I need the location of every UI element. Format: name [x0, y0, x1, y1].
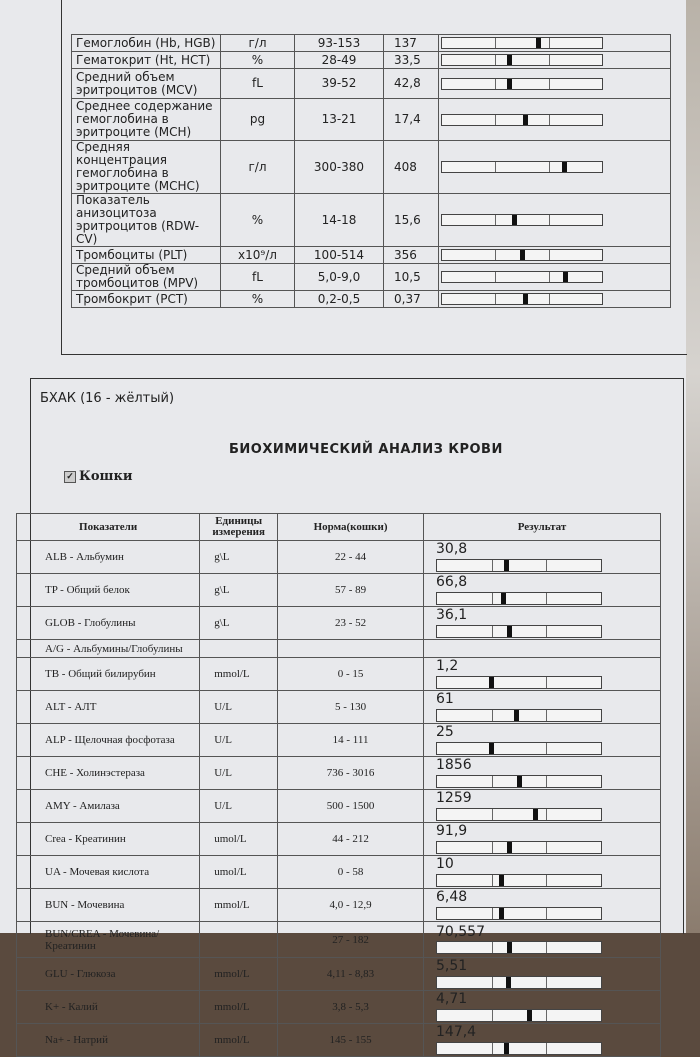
- biochem-result-scale: [436, 709, 602, 722]
- scale-tick: [546, 908, 547, 919]
- biochem-norm: 57 - 89: [278, 574, 424, 607]
- checkbox-checked-icon: ✓: [64, 471, 76, 483]
- biochem-result: 1856: [436, 757, 472, 773]
- biochem-result-cell: [424, 541, 661, 574]
- biochem-param: GLU - Глюкоза: [17, 958, 200, 991]
- scale-tick: [546, 1010, 547, 1021]
- cbc-table: [71, 34, 671, 308]
- scale-tick: [549, 272, 550, 282]
- biochem-param: K+ - Калий: [17, 991, 200, 1024]
- biochem-result: 61: [436, 691, 454, 707]
- biochem-result: 6,48: [436, 889, 468, 905]
- cbc-unit: %: [221, 194, 295, 247]
- biochem-result: 1259: [436, 790, 472, 806]
- cbc-unit: fL: [221, 69, 295, 99]
- biochem-norm: 3,8 - 5,3: [278, 991, 424, 1024]
- cbc-norm: 14-18: [295, 194, 384, 247]
- biochem-result: 66,8: [436, 574, 468, 590]
- biochem-row: [17, 658, 661, 691]
- biochem-result-scale: [436, 808, 602, 821]
- biochem-norm: [278, 640, 424, 658]
- scale-marker: [507, 55, 512, 65]
- scale-marker: [499, 908, 504, 919]
- cbc-result: 42,8: [384, 69, 439, 99]
- biochem-param: A/G - Альбумины/Глобулины: [17, 640, 200, 658]
- cbc-result: 33,5: [384, 52, 439, 69]
- scale-tick: [549, 38, 550, 48]
- scale-tick: [546, 593, 547, 604]
- scale-marker: [489, 677, 494, 688]
- cbc-norm: 100-514: [295, 247, 384, 264]
- biochem-row: [17, 889, 661, 922]
- cbc-row: [72, 141, 671, 194]
- biochem-result-cell: [424, 607, 661, 640]
- biochem-result-cell: [424, 724, 661, 757]
- cbc-param: Средний объем тромбоцитов (MPV): [72, 264, 221, 291]
- biochem-param: ALB - Альбумин: [17, 541, 200, 574]
- scale-tick: [546, 626, 547, 637]
- cbc-result-scale: [441, 214, 603, 226]
- biochem-result-scale: [436, 841, 602, 854]
- header-unit: Единицы измерения: [200, 514, 278, 541]
- biochem-result-scale: [436, 1042, 602, 1055]
- scale-tick: [549, 250, 550, 260]
- scale-marker: [507, 79, 512, 89]
- biochem-unit: mmol/L: [200, 991, 278, 1024]
- scale-marker: [501, 593, 506, 604]
- biochem-unit: umol/L: [200, 823, 278, 856]
- biochem-param: GLOB - Глобулины: [17, 607, 200, 640]
- scale-marker: [520, 250, 525, 260]
- header-param: Показатели: [17, 514, 200, 541]
- scale-tick: [549, 162, 550, 172]
- cbc-scale-cell: [439, 69, 671, 99]
- biochem-result-scale: [436, 976, 602, 989]
- cbc-param: Среднее содержание гемоглобина в эритроците (MCH): [72, 99, 221, 141]
- scale-tick: [492, 908, 493, 919]
- scale-tick: [492, 710, 493, 721]
- biochem-norm: 27 - 182: [278, 922, 424, 958]
- scale-tick: [495, 38, 496, 48]
- scale-marker: [512, 215, 517, 225]
- scale-tick: [546, 875, 547, 886]
- biochem-unit: [200, 640, 278, 658]
- cbc-row: [72, 264, 671, 291]
- scale-tick: [549, 79, 550, 89]
- biochem-row: [17, 640, 661, 658]
- biochem-result: 4,71: [436, 991, 468, 1007]
- biochem-result-cell: [424, 790, 661, 823]
- cbc-row: [72, 194, 671, 247]
- biochem-result-cell: [424, 757, 661, 790]
- biochem-norm: 0 - 15: [278, 658, 424, 691]
- biochem-param: AMY - Амилаза: [17, 790, 200, 823]
- biochem-param: TB - Общий билирубин: [17, 658, 200, 691]
- biochem-unit: umol/L: [200, 856, 278, 889]
- biochem-result: 30,8: [436, 541, 468, 557]
- cbc-param: Гематокрит (Ht, HCT): [72, 52, 221, 69]
- biochem-row: [17, 856, 661, 889]
- scale-marker: [489, 743, 494, 754]
- biochem-result-cell: [424, 574, 661, 607]
- scale-tick: [495, 79, 496, 89]
- biochem-unit: U/L: [200, 757, 278, 790]
- biochem-result-cell: [424, 1024, 661, 1057]
- cbc-unit: pg: [221, 99, 295, 141]
- biochem-param: UA - Мочевая кислота: [17, 856, 200, 889]
- cbc-norm: 300-380: [295, 141, 384, 194]
- scale-marker: [504, 560, 509, 571]
- biochem-row: [17, 541, 661, 574]
- biochem-result-cell: [424, 691, 661, 724]
- cbc-norm: 28-49: [295, 52, 384, 69]
- biochem-norm: 4,11 - 8,83: [278, 958, 424, 991]
- biochem-result-scale: [436, 625, 602, 638]
- biochem-row: [17, 790, 661, 823]
- scale-tick: [546, 842, 547, 853]
- cbc-result-scale: [441, 249, 603, 261]
- biochem-unit: mmol/L: [200, 1024, 278, 1057]
- biochem-unit: g\L: [200, 574, 278, 607]
- biochem-unit: U/L: [200, 790, 278, 823]
- scale-tick: [492, 593, 493, 604]
- cbc-unit: fL: [221, 264, 295, 291]
- scale-marker: [536, 38, 541, 48]
- header-result: Результат: [424, 514, 661, 541]
- biochem-norm: 145 - 155: [278, 1024, 424, 1057]
- biochem-row: [17, 724, 661, 757]
- scale-marker: [514, 710, 519, 721]
- biochem-param: CHE - Холинэстераза: [17, 757, 200, 790]
- scale-marker: [504, 1043, 509, 1054]
- cbc-row: [72, 99, 671, 141]
- biochem-result: 5,51: [436, 958, 468, 974]
- scale-tick: [492, 560, 493, 571]
- cbc-scale-cell: [439, 194, 671, 247]
- cbc-result: 137: [384, 35, 439, 52]
- cbc-param: Средний объем эритроцитов (MCV): [72, 69, 221, 99]
- biochem-norm: 736 - 3016: [278, 757, 424, 790]
- biochem-result-scale: [436, 742, 602, 755]
- scale-marker: [507, 942, 512, 953]
- scale-tick: [492, 626, 493, 637]
- scale-marker: [517, 776, 522, 787]
- cbc-result-scale: [441, 161, 603, 173]
- scale-marker: [523, 294, 528, 304]
- scale-tick: [495, 115, 496, 125]
- biochem-row: [17, 691, 661, 724]
- scale-marker: [563, 272, 568, 282]
- biochem-row: [17, 757, 661, 790]
- scale-tick: [495, 294, 496, 304]
- biochem-unit: g\L: [200, 541, 278, 574]
- scale-tick: [546, 560, 547, 571]
- scale-tick: [549, 55, 550, 65]
- biochem-row: [17, 922, 661, 958]
- scale-tick: [495, 55, 496, 65]
- biochem-row: [17, 823, 661, 856]
- species-label: [64, 469, 133, 484]
- cbc-result: 15,6: [384, 194, 439, 247]
- biochem-norm: 22 - 44: [278, 541, 424, 574]
- cbc-scale-cell: [439, 141, 671, 194]
- scale-tick: [495, 250, 496, 260]
- cbc-unit: г/л: [221, 35, 295, 52]
- biochem-result: 36,1: [436, 607, 468, 623]
- cbc-unit: %: [221, 52, 295, 69]
- scale-tick: [546, 677, 547, 688]
- scale-tick: [549, 215, 550, 225]
- scale-tick: [492, 1043, 493, 1054]
- cbc-result: 17,4: [384, 99, 439, 141]
- cbc-row: [72, 35, 671, 52]
- scale-tick: [546, 710, 547, 721]
- scale-tick: [495, 272, 496, 282]
- biochem-param: Na+ - Натрий: [17, 1024, 200, 1057]
- scale-tick: [546, 977, 547, 988]
- biochem-result-scale: [436, 592, 602, 605]
- background-edge: [686, 0, 700, 933]
- biochem-param: TP - Общий белок: [17, 574, 200, 607]
- scale-marker: [523, 115, 528, 125]
- biochem-result-scale: [436, 941, 602, 954]
- cbc-param: Тромбокрит (PCT): [72, 291, 221, 308]
- biochem-norm: 500 - 1500: [278, 790, 424, 823]
- cbc-unit: %: [221, 291, 295, 308]
- cbc-scale-cell: [439, 99, 671, 141]
- biochem-row: [17, 958, 661, 991]
- scale-tick: [492, 875, 493, 886]
- biochem-result: 70,557: [436, 923, 485, 940]
- biochem-row: [17, 607, 661, 640]
- scale-tick: [546, 776, 547, 787]
- biochem-result-scale: [436, 559, 602, 572]
- scale-tick: [492, 809, 493, 820]
- scale-tick: [546, 942, 547, 953]
- biochem-result: 147,4: [436, 1024, 477, 1040]
- scale-tick: [546, 1043, 547, 1054]
- header-norm: Норма(кошки): [278, 514, 424, 541]
- biochem-result: 1,2: [436, 658, 459, 674]
- scale-tick: [492, 1010, 493, 1021]
- biochem-result: 91,9: [436, 823, 468, 839]
- scale-marker: [499, 875, 504, 886]
- biochem-result-cell: [424, 922, 661, 958]
- biochem-result-cell: [424, 958, 661, 991]
- cbc-result-scale: [441, 37, 603, 49]
- biochem-unit: g\L: [200, 607, 278, 640]
- cbc-row: [72, 52, 671, 69]
- scale-marker: [527, 1010, 532, 1021]
- cbc-scale-cell: [439, 291, 671, 308]
- scale-tick: [495, 162, 496, 172]
- biochem-result-cell: [424, 991, 661, 1024]
- biochem-subtitle: БХАК (16 - жёлтый): [40, 391, 175, 406]
- cbc-scale-cell: [439, 35, 671, 52]
- scale-tick: [546, 743, 547, 754]
- biochem-norm: 14 - 111: [278, 724, 424, 757]
- biochem-result-scale: [436, 907, 602, 920]
- scale-tick: [549, 115, 550, 125]
- species-text: Кошки: [79, 469, 133, 484]
- scale-marker: [507, 842, 512, 853]
- biochem-param: ALT - АЛТ: [17, 691, 200, 724]
- cbc-result: 408: [384, 141, 439, 194]
- scale-marker: [507, 626, 512, 637]
- biochem-row: [17, 1024, 661, 1057]
- biochem-result-cell: [424, 823, 661, 856]
- biochem-param: BUN/CREA - Мочевина/ Креатинин: [17, 922, 200, 958]
- cbc-norm: 5,0-9,0: [295, 264, 384, 291]
- cbc-norm: 0,2-0,5: [295, 291, 384, 308]
- cbc-result-scale: [441, 114, 603, 126]
- biochem-unit: mmol/L: [200, 958, 278, 991]
- biochem-result-cell: [424, 640, 661, 658]
- biochem-norm: 0 - 58: [278, 856, 424, 889]
- cbc-param: Средняя концентрация гемоглобина в эритроците (MCHC): [72, 141, 221, 194]
- cbc-scale-cell: [439, 247, 671, 264]
- biochem-result-scale: [436, 874, 602, 887]
- cbc-result: 356: [384, 247, 439, 264]
- cbc-unit: x10⁹/л: [221, 247, 295, 264]
- cbc-result: 0,37: [384, 291, 439, 308]
- cbc-scale-cell: [439, 52, 671, 69]
- scale-tick: [492, 942, 493, 953]
- cbc-norm: 93-153: [295, 35, 384, 52]
- biochem-table: [16, 513, 661, 1057]
- biochem-unit: U/L: [200, 691, 278, 724]
- cbc-row: [72, 291, 671, 308]
- biochem-header-row: [17, 514, 661, 541]
- cbc-norm: 13-21: [295, 99, 384, 141]
- biochem-result-cell: [424, 658, 661, 691]
- biochem-result: 10: [436, 856, 454, 872]
- biochem-param: BUN - Мочевина: [17, 889, 200, 922]
- biochem-row: [17, 991, 661, 1024]
- scale-tick: [492, 842, 493, 853]
- cbc-result-scale: [441, 54, 603, 66]
- scale-tick: [495, 215, 496, 225]
- biochem-norm: 5 - 130: [278, 691, 424, 724]
- biochem-title: БИОХИМИЧЕСКИЙ АНАЛИЗ КРОВИ: [229, 442, 503, 457]
- scale-tick: [492, 776, 493, 787]
- scale-marker: [562, 162, 567, 172]
- biochem-param: ALP - Щелочная фосфотаза: [17, 724, 200, 757]
- scale-tick: [546, 809, 547, 820]
- cbc-result: 10,5: [384, 264, 439, 291]
- biochem-unit: U/L: [200, 724, 278, 757]
- scale-tick: [492, 977, 493, 988]
- biochem-row: [17, 574, 661, 607]
- biochem-result: 25: [436, 724, 454, 740]
- cbc-param: Показатель анизоцитоза эритроцитов (RDW-CV): [72, 194, 221, 247]
- biochem-result-cell: [424, 856, 661, 889]
- biochem-result-scale: [436, 1009, 602, 1022]
- biochem-unit: mmol/L: [200, 889, 278, 922]
- cbc-result-scale: [441, 78, 603, 90]
- biochem-norm: 4,0 - 12,9: [278, 889, 424, 922]
- cbc-param: Тромбоциты (PLT): [72, 247, 221, 264]
- cbc-row: [72, 69, 671, 99]
- cbc-param: Гемоглобин (Hb, HGB): [72, 35, 221, 52]
- scale-tick: [549, 294, 550, 304]
- biochem-norm: 44 - 212: [278, 823, 424, 856]
- cbc-result-scale: [441, 293, 603, 305]
- biochem-param: Crea - Креатинин: [17, 823, 200, 856]
- biochem-result-scale: [436, 775, 602, 788]
- scale-marker: [533, 809, 538, 820]
- biochem-unit: mmol/L: [200, 658, 278, 691]
- biochem-unit: [200, 922, 278, 958]
- cbc-scale-cell: [439, 264, 671, 291]
- biochem-result-scale: [436, 676, 602, 689]
- scale-marker: [506, 977, 511, 988]
- biochem-result-cell: [424, 889, 661, 922]
- cbc-norm: 39-52: [295, 69, 384, 99]
- cbc-result-scale: [441, 271, 603, 283]
- cbc-row: [72, 247, 671, 264]
- cbc-unit: г/л: [221, 141, 295, 194]
- biochem-norm: 23 - 52: [278, 607, 424, 640]
